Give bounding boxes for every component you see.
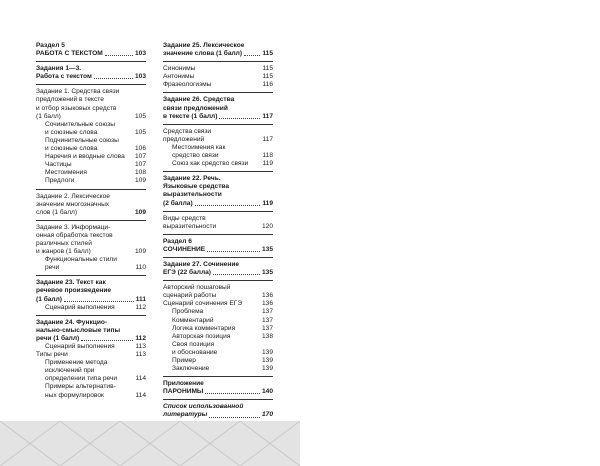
toc-entry[interactable] [36,359,146,383]
toc-page-number: 106 [134,145,146,153]
toc-entry-line: Сценарий сочинения ЕГЭ [163,300,243,308]
toc-entry-title [163,96,273,112]
toc-entry[interactable] [36,73,146,81]
toc-entry[interactable] [163,333,273,341]
toc-entry-line: предложений [163,135,205,143]
toc-entry-title [172,333,259,341]
toc-entry-line: Примеры альтернатив- [45,383,116,391]
toc-entry-title [163,128,259,144]
toc-entry-title [45,304,132,312]
toc-dot-leader [213,274,260,275]
toc-entry-title [36,88,132,120]
toc-page-number: 111 [135,295,146,303]
toc-entry-line: слов (1 балл) [36,208,78,216]
toc-page-number: 137 [261,308,273,316]
toc-entry-title [172,144,259,160]
toc-entry [163,261,273,269]
toc-dot-leader [207,251,260,252]
toc-entry-title [163,81,259,89]
toc-entry-line: Задание 2. Лексическое [36,192,110,200]
toc-entry[interactable] [36,169,146,177]
toc-separator [163,211,273,212]
toc-entry-line: (1 балл) [36,112,61,120]
toc-page-number: 114 [135,375,146,383]
toc-entry-line: речевое произведение [36,287,112,295]
toc-entry-line: сценарий работы [163,292,217,300]
toc-entry-line: Авторский пошаговый [163,284,231,292]
toc-entry-title [36,193,132,217]
toc-entry-title [45,359,132,383]
toc-entry-line: связи предложений [163,104,228,112]
toc-entry-line: Задание 25. Лексическое [163,42,245,49]
toc-entry[interactable] [36,335,146,343]
toc-entry-title [163,215,259,231]
toc-page-number: 109 [134,177,146,185]
toc-entry-title: ПАРОНИМЫ [163,388,204,396]
toc-entry-line: Задание 3. Информаци- [36,223,111,231]
toc-entry-title: литературы [163,411,208,419]
toc-page-number: 139 [261,357,273,364]
toc-entry[interactable] [36,343,146,351]
toc-entry[interactable] [163,81,273,89]
toc-page-number: 115 [262,50,273,58]
toc-entry-title [36,319,146,335]
toc-entry-line: Фразеологизмы [163,81,212,89]
toc-separator [36,61,146,62]
toc-page-number: 113 [135,351,146,359]
toc-page-number: 115 [262,73,273,81]
toc-page-number: 139 [261,365,273,373]
toc-entry-title [172,308,259,316]
toc-page-number: 114 [135,391,146,399]
toc-page-number: 139 [261,348,273,356]
toc-dot-leader [205,393,260,394]
toc-entry-title [172,160,259,168]
toc-entry-title [163,284,259,300]
toc-entry-line: Задание 23. Текст как [36,279,106,287]
toc-entry-line: нально-смысловые типы [36,326,121,334]
toc-entry-line: Языковые средства [163,183,230,191]
toc-entry-line: Союз как средство связи [172,160,249,168]
toc-page-number: 109 [134,208,146,216]
toc-entry-line: Сочинительные союзы [45,120,116,128]
toc-page-number: 113 [135,343,146,350]
toc-page-number: 107 [134,161,146,169]
toc-entry-title: значение слова (1 балл) [163,50,243,58]
toc-entry[interactable] [163,50,273,58]
toc-page-number: 112 [135,334,146,342]
toc-entry[interactable] [36,88,146,120]
toc-dot-leader [209,417,260,418]
toc-entry-title [45,256,132,272]
toc-separator [163,280,273,281]
toc-page-number: 135 [261,269,273,277]
toc-entry-line: Местоимения как [172,143,226,151]
toc-entry-line: определении типа речи [45,375,118,383]
toc-page-number: 108 [134,169,146,177]
toc-entry-title [45,383,132,399]
toc-entry-line: Задание 26. Средства [163,96,235,104]
toc-entry[interactable] [163,325,273,333]
toc-entry[interactable] [163,317,273,325]
toc-entry[interactable] [163,113,273,121]
toc-entry-title [172,341,259,357]
toc-entry-line: Задание 27. Сочинение [163,260,240,268]
toc-entry [163,96,273,112]
toc-separator [163,61,273,62]
toc-entry-title: Работа с текстом [36,73,92,81]
toc-entry[interactable] [163,128,273,144]
toc-entry [36,279,146,295]
toc-page-number: 110 [135,264,146,272]
toc-entry[interactable] [163,144,273,160]
toc-dot-leader [244,55,260,56]
toc-entry-title: речи (1 балл) [36,334,80,342]
toc-entry[interactable] [36,304,146,312]
toc-entry[interactable] [163,65,273,73]
toc-separator [36,220,146,221]
toc-entry[interactable] [36,177,146,185]
toc-entry [163,175,273,199]
toc-page-number: 140 [261,388,273,396]
toc-entry [163,403,273,411]
toc-entry-line: значение многозначных [36,200,110,208]
toc-entry-title [45,343,132,351]
toc-entry-line: речи [45,264,60,272]
toc-entry[interactable] [36,121,146,137]
toc-page-number: 116 [262,81,273,89]
toc-entry[interactable] [36,351,146,359]
toc-page-number: 119 [262,199,273,207]
toc-entry-title: в тексте (1 балл) [163,112,218,120]
toc-entry-line: Средства связи [163,127,212,135]
toc-entry-title [45,161,132,169]
toc-entry-line: и обоснование [172,348,218,356]
toc-entry-title [172,317,259,325]
toc-page-number: 170 [261,411,273,419]
toc-entry-title: (2 балла) [163,199,193,207]
toc-page-number: 120 [261,222,273,230]
toc-entry-title: РАБОТА С ТЕКСТОМ [36,50,103,58]
toc-entry[interactable] [163,341,273,357]
toc-entry-line: Виды средств [163,214,206,222]
toc-entry-line: Сценарий выполнения [45,303,115,311]
toc-entry-line: Частицы [45,161,72,169]
toc-page-number: 103 [134,73,146,81]
toc-entry-title [163,175,273,199]
toc-entry-title: ЕГЭ (22 балла) [163,269,212,277]
toc-entry-title [36,224,132,256]
toc-dot-leader [81,340,133,341]
toc-entry-line: и жанров (1 балл) [36,248,91,256]
toc-entry-title [163,65,259,73]
toc-right-column [163,42,273,420]
toc-entry[interactable] [36,296,146,304]
toc-left-column [36,42,146,400]
toc-page-number: 136 [261,300,273,308]
toc-dot-leader [219,118,260,119]
toc-separator [163,234,273,235]
toc-dot-leader [94,78,133,79]
toc-entry[interactable] [163,200,273,208]
toc-entry-title [36,279,146,295]
toc-section-label: Раздел 5 [36,42,65,49]
toc-page-number: 118 [262,152,273,160]
toc-separator [36,315,146,316]
toc-entry-title [36,351,132,359]
toc-entry [163,380,273,388]
toc-entry[interactable] [36,50,146,58]
toc-page-number: 115 [262,65,273,73]
toc-entry-line: Проблема [172,308,204,316]
toc-entry-line: Применение метода [45,359,108,367]
toc-section-label: Раздел 6 [163,237,192,245]
toc-entry-title [163,403,273,411]
toc-entry-title: (1 балл) [36,295,63,303]
toc-page-number: 117 [262,112,273,120]
toc-entry-line: Авторская позиция [172,332,231,340]
toc-entry[interactable] [36,256,146,272]
toc-entry-line: Задание 22. Речь. [163,175,221,183]
toc-entry-title [45,121,132,137]
toc-page-number: 109 [134,248,146,256]
toc-entry-line: средство связи [172,152,219,160]
diamond-pattern-graphic [0,421,300,466]
toc-page-number: 112 [135,303,146,311]
toc-dot-leader [105,55,133,56]
toc-entry-title [45,177,132,185]
toc-entry-title [45,169,132,177]
toc-separator [36,84,146,85]
toc-separator [36,189,146,190]
toc-entry[interactable] [163,284,273,300]
toc-page-number: 105 [134,112,146,120]
toc-entry-line: Заключение [172,365,210,373]
toc-entry-line: Предлоги [45,177,75,185]
toc-page-number: 138 [261,332,273,340]
decorative-footer-pattern [0,421,300,466]
toc-entry-line: Своя позиция [172,340,215,348]
toc-entry[interactable] [163,308,273,316]
toc-entry-line: Типы речи [36,351,68,359]
toc-entry-line: Синонимы [163,65,196,73]
toc-entry[interactable] [36,193,146,217]
toc-separator [163,399,273,400]
toc-separator [163,171,273,172]
toc-separator [163,257,273,258]
toc-entry-line: Сценарий выполнения [45,343,115,350]
toc-entry-line: Задания 1—3. [36,65,82,73]
toc-entry-line: Наречия и вводные слова [45,153,125,161]
toc-entry[interactable] [163,215,273,231]
toc-page-number: 119 [262,160,273,168]
toc-entry-line: Список использованной [163,403,244,411]
toc-entry-line: Функциональные стили [45,256,117,264]
toc-entry-line: онная обработка текстов [36,231,113,239]
toc-entry-line: исключений при [45,367,95,375]
toc-entry[interactable] [36,224,146,256]
toc-entry-line: и союзные слова [45,128,98,136]
toc-page-number: 105 [134,128,146,136]
toc-page-number: 135 [261,245,273,253]
toc-entry[interactable] [163,73,273,81]
toc-entry-line: и отбор языковых средств [36,104,117,112]
toc-page-number: 136 [261,292,273,300]
toc-separator [163,376,273,377]
toc-entry-line: различных стилей [36,239,92,247]
toc-entry-line: выразительности [163,222,217,230]
toc-entry-title [45,153,132,161]
toc-entry-title [163,73,259,81]
toc-entry-title [172,357,259,365]
toc-separator [163,124,273,125]
toc-entry-title [163,42,273,50]
toc-entry[interactable] [163,357,273,365]
toc-entry[interactable] [36,383,146,399]
toc-entry-line: предложений в тексте [36,96,104,104]
toc-dot-leader [195,205,261,206]
toc-entry-line: Логика комментария [172,324,236,332]
toc-page-number: 137 [261,316,273,324]
toc-entry-title [163,380,273,388]
toc-entry-title [172,365,259,373]
toc-separator [163,92,273,93]
toc-dot-leader [64,301,134,302]
toc-entry[interactable] [36,153,146,161]
toc-entry[interactable] [163,246,273,254]
toc-entry-line: Приложение [163,380,204,388]
toc-entry[interactable] [163,388,273,396]
toc-entry-line: Местоимения [45,169,87,177]
toc-entry-line: Задание 24. Функцио- [36,318,108,326]
toc-entry[interactable] [163,411,273,419]
toc-page-number: 117 [262,135,273,143]
toc-entry-line: Задание 1. Средства связи [36,88,120,96]
toc-page-number: 103 [134,50,146,58]
toc-entry[interactable] [36,161,146,169]
toc-entry[interactable] [163,365,273,373]
toc-entry-line: выразительности [163,191,222,199]
toc-entry-title: СОЧИНЕНИЕ [163,245,206,253]
toc-page-number: 107 [134,153,146,161]
toc-entry-line: Подчинительные союзы [45,136,119,144]
toc-entry-line: Антонимы [163,73,195,81]
toc-entry[interactable] [163,160,273,168]
toc-entry-title [163,261,273,269]
toc-page-number: 137 [261,324,273,332]
toc-entry[interactable] [36,137,146,153]
toc-entry[interactable] [163,269,273,277]
toc-entry-line: Комментарий [172,316,214,324]
toc-entry-title [172,325,259,333]
toc-entry-line: и союзные слова [45,145,98,153]
toc-entry [163,42,273,50]
toc-separator [36,275,146,276]
toc-entry-line: Пример [172,357,196,364]
toc-entry [36,319,146,335]
toc-entry-line: ных формулировок [45,391,104,399]
toc-entry-title [45,137,132,153]
